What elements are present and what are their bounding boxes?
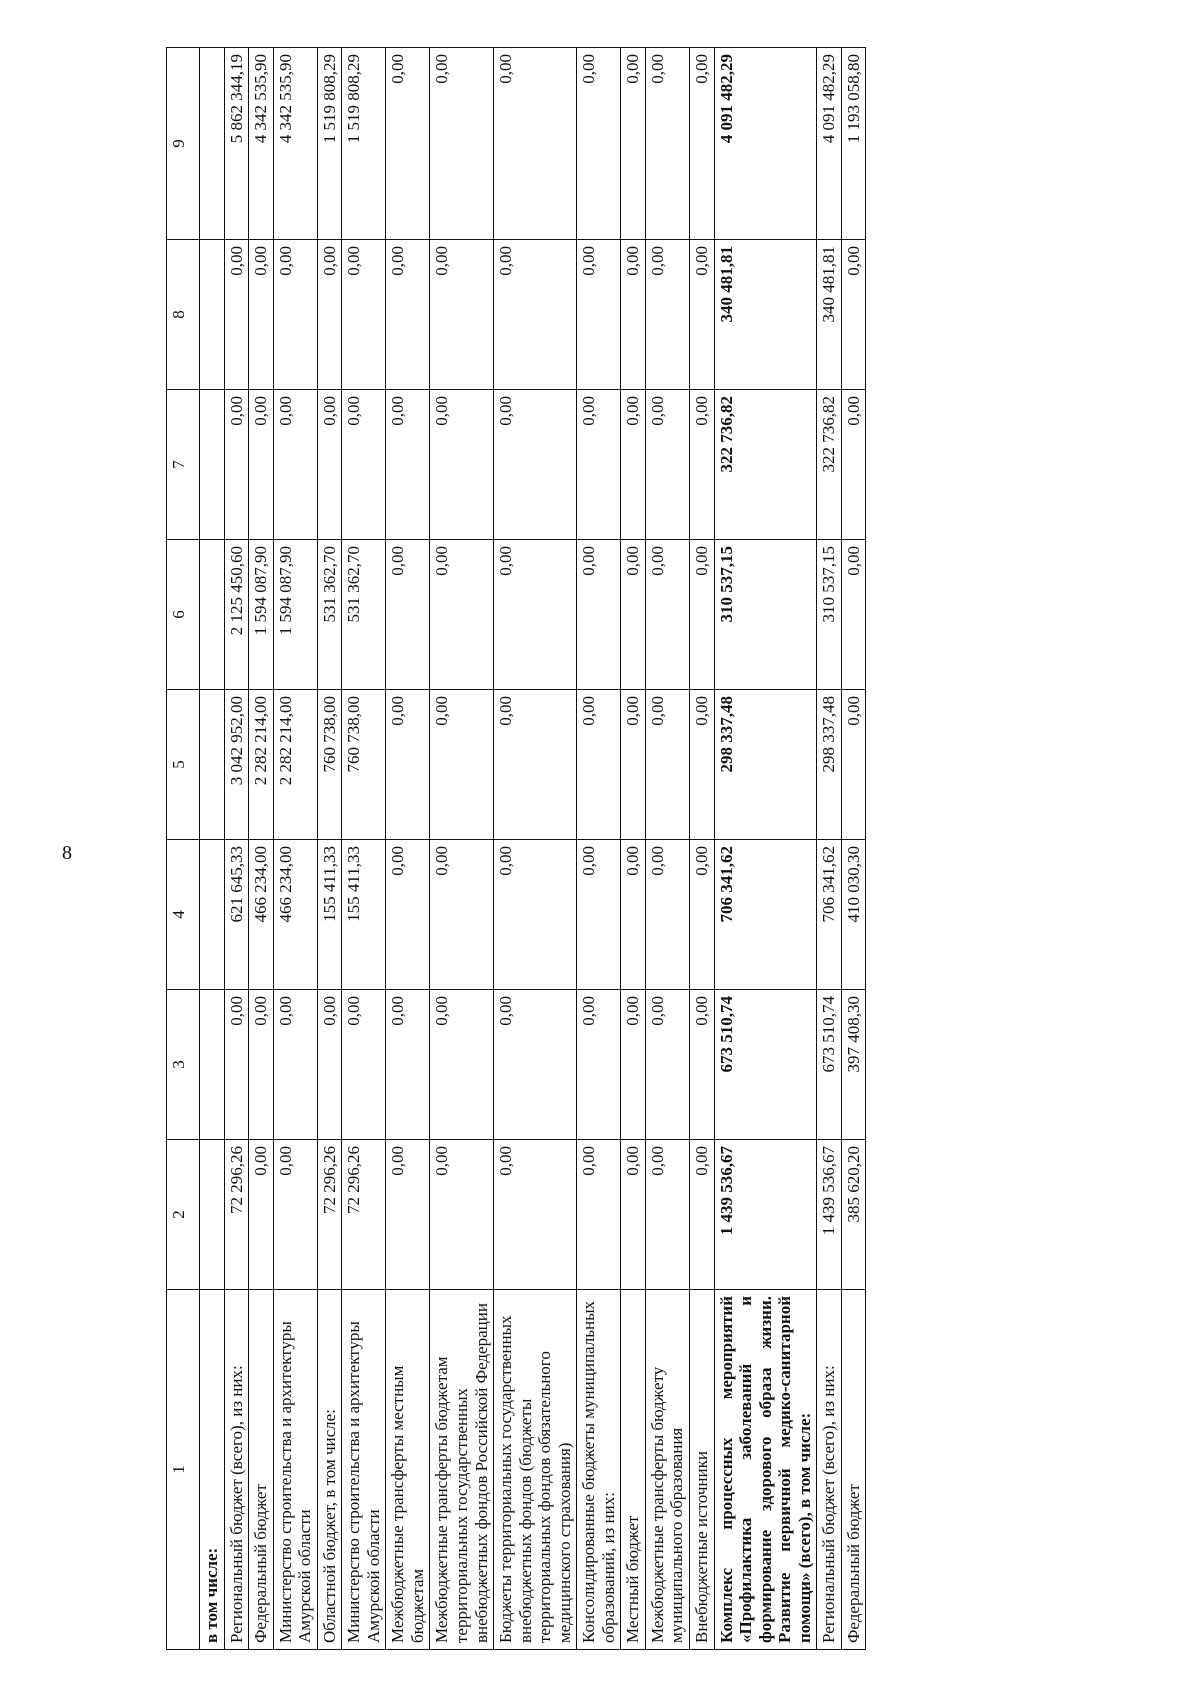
table-row <box>200 48 225 1650</box>
table-cell: 322 736,82 <box>714 390 817 540</box>
table-cell: 1 594 087,90 <box>249 540 274 690</box>
table-cell: 2 282 214,00 <box>249 690 274 840</box>
table-row <box>817 48 842 1650</box>
row-label: Межбюджетные трансферты местным бюджетам <box>386 1290 430 1650</box>
table-cell: 1 519 808,29 <box>317 48 342 240</box>
table-cell: 0,00 <box>273 1140 317 1290</box>
table-cell: 0,00 <box>577 990 621 1140</box>
table-row <box>249 48 274 1650</box>
table-cell: 0,00 <box>645 690 689 840</box>
table-cell: 1 193 058,80 <box>841 48 866 240</box>
table-cell: 531 362,70 <box>342 540 386 690</box>
page-number: 8 <box>62 842 72 864</box>
table-cell: 72 296,26 <box>342 1140 386 1290</box>
table-cell: 4 091 482,29 <box>714 48 817 240</box>
table-cell: 0,00 <box>645 240 689 390</box>
column-number-row <box>167 48 200 1650</box>
row-label: Межбюджетные трансферты бюджетам территориальных государственных внебюджетных фондов Российской Федерации <box>430 1290 494 1650</box>
row-label: Внебюджетные источники <box>690 1290 715 1650</box>
table-cell: 310 537,15 <box>714 540 817 690</box>
row-label: Региональный бюджет (всего), из них: <box>817 1290 842 1650</box>
table-cell <box>200 390 225 540</box>
table-cell: 0,00 <box>494 240 577 390</box>
table-cell: 0,00 <box>645 48 689 240</box>
row-label: в том числе: <box>200 1290 225 1650</box>
table-cell: 0,00 <box>249 990 274 1140</box>
table-cell: 0,00 <box>494 840 577 990</box>
row-label: Бюджеты территориальных государственных внебюджетных фондов (бюджеты территориальных фондов обязательного медицинского страхования) <box>494 1290 577 1650</box>
table-cell: 0,00 <box>386 240 430 390</box>
table-cell: 0,00 <box>273 390 317 540</box>
table-cell: 155 411,33 <box>317 840 342 990</box>
table-cell: 0,00 <box>841 690 866 840</box>
table-cell: 2 125 450,60 <box>224 540 249 690</box>
table-cell: 322 736,82 <box>817 390 842 540</box>
table-row <box>577 48 621 1650</box>
table-cell: 0,00 <box>645 540 689 690</box>
table-row <box>224 48 249 1650</box>
table-cell: 0,00 <box>690 1140 715 1290</box>
table-cell: 0,00 <box>494 390 577 540</box>
table-cell: 0,00 <box>342 240 386 390</box>
table-cell: 155 411,33 <box>342 840 386 990</box>
table-cell: 0,00 <box>494 1140 577 1290</box>
table-cell: 0,00 <box>386 540 430 690</box>
table-cell: 2 282 214,00 <box>273 690 317 840</box>
table-cell <box>200 840 225 990</box>
table-cell: 0,00 <box>621 48 646 240</box>
table-cell: 0,00 <box>577 240 621 390</box>
rotated-table-container <box>166 48 1028 1650</box>
row-label: Министерство строительства и архитектуры Амурской области <box>342 1290 386 1650</box>
budget-table <box>166 47 866 1650</box>
table-cell: 0,00 <box>841 540 866 690</box>
column-header: 6 <box>167 540 200 690</box>
table-cell: 1 439 536,67 <box>817 1140 842 1290</box>
table-cell: 340 481,81 <box>714 240 817 390</box>
table-cell: 621 645,33 <box>224 840 249 990</box>
column-header: 5 <box>167 690 200 840</box>
column-header: 7 <box>167 390 200 540</box>
table-cell: 0,00 <box>430 1140 494 1290</box>
column-header: 1 <box>167 1290 200 1650</box>
table-cell: 760 738,00 <box>317 690 342 840</box>
table-cell: 0,00 <box>273 990 317 1140</box>
table-cell: 0,00 <box>577 1140 621 1290</box>
table-cell: 0,00 <box>249 1140 274 1290</box>
table-cell: 0,00 <box>690 840 715 990</box>
table-cell: 673 510,74 <box>714 990 817 1140</box>
table-cell: 0,00 <box>224 990 249 1140</box>
table-cell: 466 234,00 <box>249 840 274 990</box>
table-row <box>690 48 715 1650</box>
table-cell: 0,00 <box>386 990 430 1140</box>
table-cell: 0,00 <box>621 1140 646 1290</box>
table-cell: 410 030,30 <box>841 840 866 990</box>
table-cell: 0,00 <box>430 690 494 840</box>
table-body <box>200 48 866 1650</box>
table-row <box>273 48 317 1650</box>
table-cell: 298 337,48 <box>817 690 842 840</box>
table-cell: 0,00 <box>841 240 866 390</box>
column-header: 4 <box>167 840 200 990</box>
table-cell: 1 519 808,29 <box>342 48 386 240</box>
table-cell: 0,00 <box>577 48 621 240</box>
table-cell: 1 594 087,90 <box>273 540 317 690</box>
table-cell: 0,00 <box>577 540 621 690</box>
table-row <box>645 48 689 1650</box>
table-cell: 4 342 535,90 <box>249 48 274 240</box>
table-cell: 1 439 536,67 <box>714 1140 817 1290</box>
row-label: Региональный бюджет (всего), из них: <box>224 1290 249 1650</box>
table-cell: 0,00 <box>494 540 577 690</box>
table-row <box>841 48 866 1650</box>
row-label: Областной бюджет, в том числе: <box>317 1290 342 1650</box>
table-cell: 0,00 <box>273 240 317 390</box>
table-cell: 0,00 <box>621 690 646 840</box>
table-cell: 0,00 <box>430 390 494 540</box>
table-cell: 0,00 <box>342 990 386 1140</box>
table-cell: 0,00 <box>494 48 577 240</box>
table-cell: 0,00 <box>386 1140 430 1290</box>
table-cell: 0,00 <box>690 540 715 690</box>
table-row <box>494 48 577 1650</box>
table-cell: 0,00 <box>317 390 342 540</box>
table-cell: 466 234,00 <box>273 840 317 990</box>
table-cell: 760 738,00 <box>342 690 386 840</box>
table-cell <box>200 540 225 690</box>
table-cell: 397 408,30 <box>841 990 866 1140</box>
table-row <box>342 48 386 1650</box>
row-label: Консолидированные бюджеты муниципальных образований, из них: <box>577 1290 621 1650</box>
row-label: Местный бюджет <box>621 1290 646 1650</box>
table-cell: 531 362,70 <box>317 540 342 690</box>
table-cell: 340 481,81 <box>817 240 842 390</box>
table-cell: 0,00 <box>386 690 430 840</box>
table-cell: 72 296,26 <box>317 1140 342 1290</box>
table-cell: 0,00 <box>430 48 494 240</box>
table-cell: 0,00 <box>690 990 715 1140</box>
table-row <box>386 48 430 1650</box>
table-cell: 0,00 <box>494 990 577 1140</box>
table-cell: 0,00 <box>224 240 249 390</box>
table-cell: 0,00 <box>690 240 715 390</box>
table-cell: 0,00 <box>494 690 577 840</box>
table-cell <box>200 48 225 240</box>
table-cell: 0,00 <box>249 390 274 540</box>
table-cell: 0,00 <box>841 390 866 540</box>
table-cell: 0,00 <box>621 240 646 390</box>
table-cell: 0,00 <box>342 390 386 540</box>
table-cell: 3 042 952,00 <box>224 690 249 840</box>
column-header: 9 <box>167 48 200 240</box>
table-cell: 310 537,15 <box>817 540 842 690</box>
table-cell: 0,00 <box>621 990 646 1140</box>
table-cell: 5 862 344,19 <box>224 48 249 240</box>
table-cell: 0,00 <box>690 690 715 840</box>
column-header: 8 <box>167 240 200 390</box>
column-header: 2 <box>167 1140 200 1290</box>
table-cell: 0,00 <box>577 690 621 840</box>
table-cell <box>200 990 225 1140</box>
table-cell: 4 091 482,29 <box>817 48 842 240</box>
table-cell: 0,00 <box>386 840 430 990</box>
table-cell: 0,00 <box>645 840 689 990</box>
table-cell: 673 510,74 <box>817 990 842 1140</box>
table-cell <box>200 240 225 390</box>
table-cell: 4 342 535,90 <box>273 48 317 240</box>
table-cell: 0,00 <box>317 990 342 1140</box>
table-cell: 0,00 <box>249 240 274 390</box>
table-row <box>714 48 817 1650</box>
row-label: Министерство строительства и архитектуры Амурской области <box>273 1290 317 1650</box>
table-cell <box>200 1140 225 1290</box>
table-cell: 706 341,62 <box>714 840 817 990</box>
table-cell: 0,00 <box>577 390 621 540</box>
row-label: Федеральный бюджет <box>841 1290 866 1650</box>
row-label: Федеральный бюджет <box>249 1290 274 1650</box>
table-row <box>317 48 342 1650</box>
table-cell: 0,00 <box>577 840 621 990</box>
table-cell: 0,00 <box>621 390 646 540</box>
table-cell: 298 337,48 <box>714 690 817 840</box>
column-header: 3 <box>167 990 200 1140</box>
table-cell: 0,00 <box>621 840 646 990</box>
table-cell: 0,00 <box>430 540 494 690</box>
table-cell: 0,00 <box>317 240 342 390</box>
table-cell: 0,00 <box>645 1140 689 1290</box>
table-cell: 706 341,62 <box>817 840 842 990</box>
table-cell: 0,00 <box>690 48 715 240</box>
table-cell: 0,00 <box>645 390 689 540</box>
table-cell: 0,00 <box>621 540 646 690</box>
table-cell: 72 296,26 <box>224 1140 249 1290</box>
table-cell: 0,00 <box>224 390 249 540</box>
table-row <box>621 48 646 1650</box>
row-label: Межбюджетные трансферты бюджету муниципального образования <box>645 1290 689 1650</box>
table-cell: 0,00 <box>386 48 430 240</box>
table-cell <box>200 690 225 840</box>
table-cell: 0,00 <box>430 840 494 990</box>
table-cell: 385 620,20 <box>841 1140 866 1290</box>
table-cell: 0,00 <box>430 990 494 1140</box>
table-cell: 0,00 <box>690 390 715 540</box>
table-cell: 0,00 <box>430 240 494 390</box>
table-row <box>430 48 494 1650</box>
row-label: Комплекс процессных мероприятий «Профилактика заболеваний и формирование здорового образа жизни. Развитие первичной медико-санитарной помощи» (всего), в том числе: <box>714 1290 817 1650</box>
table-cell: 0,00 <box>386 390 430 540</box>
table-cell: 0,00 <box>645 990 689 1140</box>
